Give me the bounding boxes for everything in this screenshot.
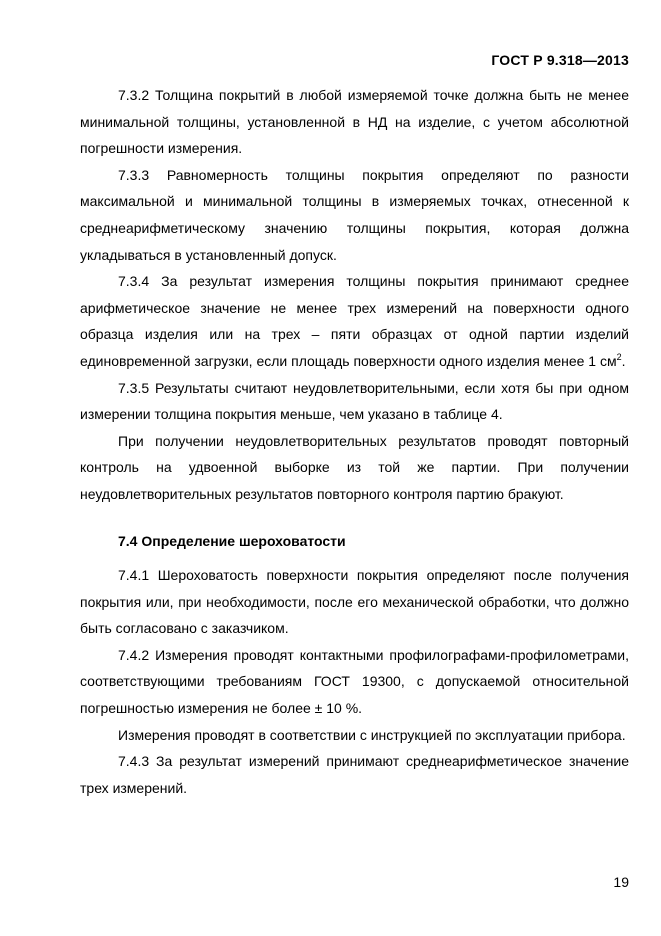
superscript-square: 2 [616,351,622,362]
paragraph-7-3-4 [80,268,629,374]
paragraph-retest: При получении неудовлетворительных результатов проводят повторный контроль на удвоенной выборке из той же партии. При получении неудовлетворительных результатов повторного контроля партию бракуют. [80,432,629,502]
paragraph-7-3-3: 7.3.3 Равномерность толщины покрытия определяют по разности максимальной и минимальной толщины в измеряемых точках, отнесенной к среднеарифметическому значению толщины покрытия, которая должна укладываться в установленный допуск. [80,166,629,263]
paragraph-7-3-5: 7.3.5 Результаты считают неудовлетворительными, если хотя бы при одном измерении толщина покрытия меньше, чем указано в таблице 4. [80,379,629,423]
page-number: 19 [613,874,629,890]
section-title-7-4: 7.4 Определение шероховатости [118,532,346,549]
document-header: ГОСТ Р 9.318—2013 [491,52,629,68]
document-body [80,82,629,801]
paragraph-7-3-4-end: . [621,352,626,369]
paragraph-instructions: Измерения проводят в соответствии с инструкцией по эксплуатации прибора. [118,726,626,743]
paragraph-7-4-2: 7.4.2 Измерения проводят контактными профилографами-профилометрами, соответствующими требованиям ГОСТ 19300, с допускаемой относительной погрешностью измерения не более ± 10 %. [80,646,629,717]
paragraph-7-4-3: 7.4.3 За результат измерений принимают среднеарифметическое значение трех измерений. [80,753,629,796]
paragraph-7-3-4-text: 7.3.4 За результат измерения толщины покрытия принимают среднее арифметическое значение не менее трех измерений на поверхности одного образца изделия или на трех – пяти образцах от одной партии изделий единовременной загрузки, если площадь поверхности одного изделия менее 1 см [80,273,629,369]
paragraph-7-4-1: 7.4.1 Шероховатость поверхности покрытия определяют после получения покрытия или, при необходимости, после его механической обработки, что должно быть согласовано с заказчиком. [80,567,629,637]
paragraph-7-3-2: 7.3.2 Толщина покрытий в любой измеряемой точке должна быть не менее минимальной толщины, установленной в НД на изделие, с учетом абсолютной погрешности измерения. [80,87,629,157]
